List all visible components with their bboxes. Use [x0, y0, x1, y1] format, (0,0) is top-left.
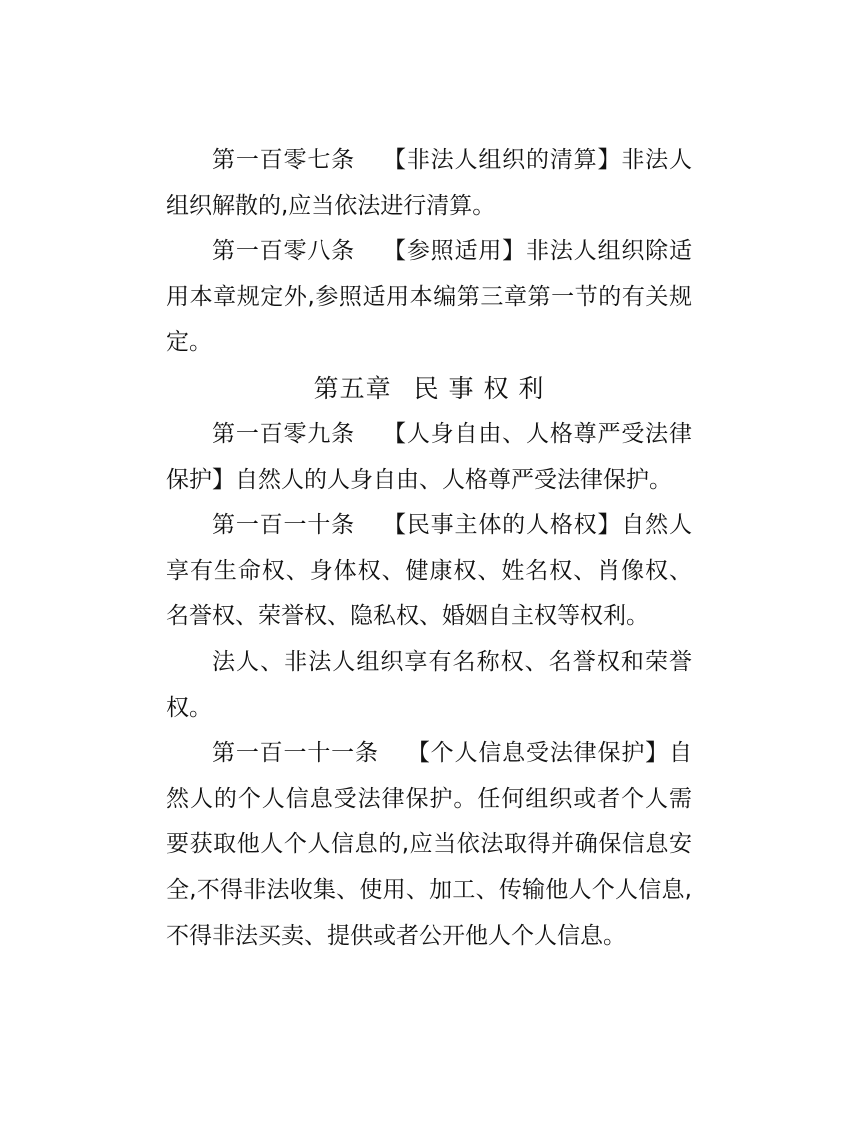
chapter-number: 第五章: [313, 373, 392, 403]
article-text: 【非法人组织的清算】非法人组织解散的,应当依法进行清算。: [166, 147, 693, 219]
article-number: 第一百零七条: [212, 147, 355, 173]
article-107: [166, 138, 692, 229]
article-110-paragraph-2: [166, 640, 692, 731]
document-page: [166, 138, 692, 959]
article-text: 【民事主体的人格权】自然人享有生命权、身体权、健康权、姓名权、肖像权、名誉权、荣誉权、隐私权、婚姻自主权等权利。: [166, 512, 693, 630]
chapter-heading: [166, 366, 692, 412]
article-number: 第一百零八条: [212, 238, 355, 265]
article-108: [166, 229, 692, 366]
article-111: [166, 731, 692, 959]
chapter-title: 民 事 权 利: [413, 373, 545, 403]
article-number: 第一百一十条: [212, 512, 355, 539]
article-109: [166, 412, 692, 503]
article-text: 法人、非法人组织享有名称权、名誉权和荣誉权。: [166, 648, 692, 721]
article-text: 【个人信息受法律保护】自然人的个人信息受法律保护。任何组织或者个人需要获取他人个人信息的,应当依法取得并确保信息安全,不得非法收集、使用、加工、传输他人个人信息,不得非法买卖、提供或者公开他人个人信息。: [166, 740, 693, 949]
article-number: 第一百一十一条: [212, 740, 379, 767]
article-110: [166, 503, 692, 640]
article-number: 第一百零九条: [212, 420, 355, 447]
article-text: 【参照适用】非法人组织除适用本章规定外,参照适用本编第三章第一节的有关规定。: [166, 238, 693, 356]
article-text: 【人身自由、人格尊严受法律保护】自然人的人身自由、人格尊严受法律保护。: [166, 420, 693, 493]
